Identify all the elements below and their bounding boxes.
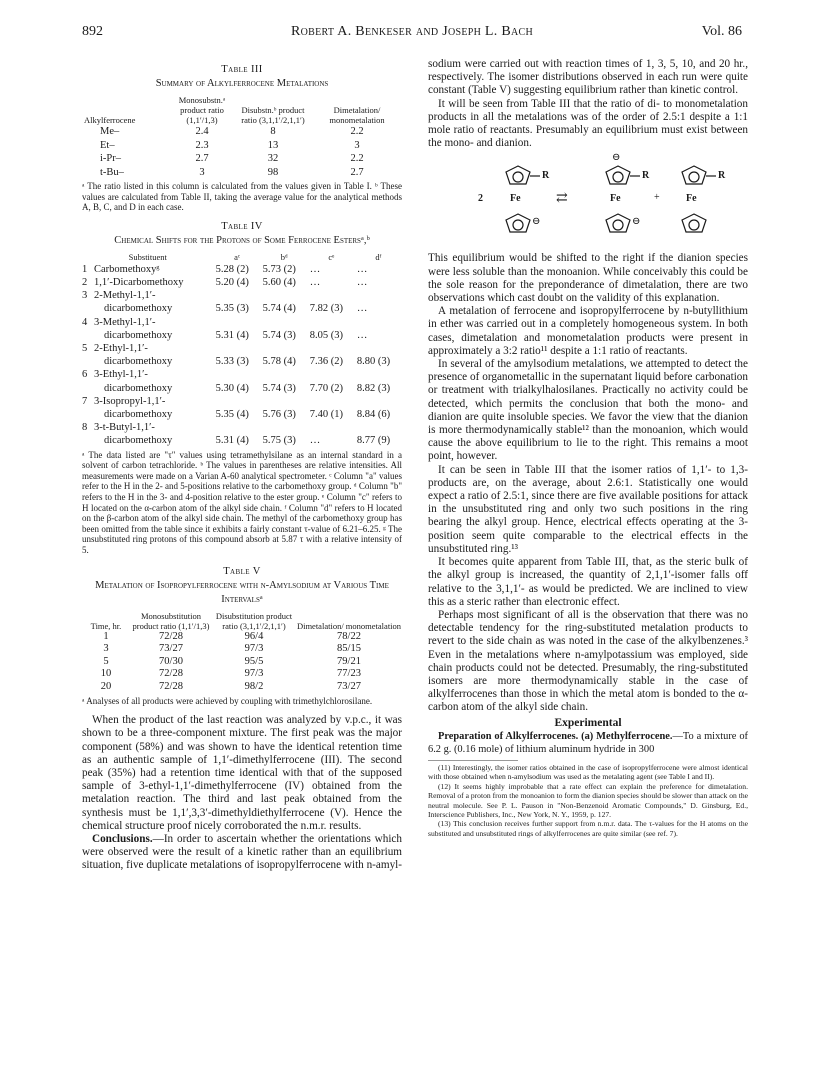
table-cell: 5.74 (3)	[262, 382, 296, 394]
table-cell: 2.4	[195, 126, 209, 137]
table4-header: cᵉ	[328, 251, 335, 262]
substituent-cell: Carbomethoxyᵍ	[94, 263, 160, 275]
table3-caption: Summary of Alkylferrocene Metalations	[155, 78, 329, 89]
table-cell: 3	[199, 166, 205, 178]
table4-header: dᶠ	[375, 251, 382, 262]
table3-footnote: ᵃ The ratio listed in this column is calculated from the values given in Table I. ᵇ These values are calculated from Table II, taking the average value for the analytical methods A, B, C, and D in each case.	[82, 181, 402, 213]
body-paragraph	[428, 730, 748, 756]
equilibrium-scheme	[428, 152, 748, 248]
table-cell: 5.31 (4)	[215, 329, 249, 341]
table-cell: 8.05 (3)	[309, 329, 344, 341]
table3-label: Table III	[221, 64, 263, 75]
table-cell: …	[356, 263, 368, 275]
table4-header: bᵈ	[280, 251, 288, 262]
table-cell: 5.31 (4)	[215, 435, 249, 447]
substituent-cell: dicarbomethoxy	[104, 356, 173, 368]
table-cell: 8	[270, 126, 276, 137]
table-cell: 8.77 (9)	[356, 435, 391, 447]
body-paragraph: In several of the amylsodium metalations, we attempted to detect the presence of organometallic in the supernatant liquid before carbonation or treatment with trialkylhalosilanes. Practically no activity could be detected, which permits the conclusion that both the mono- and dianion are quite insoluble species. We favor the view that the dianion is more thermodynamically stable¹² than the monoanion, which would cause the above equilibrium to lie to the right. This remains a moot point, however.	[428, 358, 748, 463]
row-number: 3	[82, 290, 88, 302]
row-number: 8	[82, 422, 88, 434]
body-paragraph: This equilibrium would be shifted to the right if the dianion species were less soluble than the monoanion. While conceivably this could be the sole reason for the preponderance of dimetalation, there are two observations which cast doubt on the validity of this explanation.	[428, 252, 748, 305]
table-cell: 5.35 (3)	[215, 303, 249, 315]
table-row	[82, 668, 402, 681]
table4-caption: Chemical Shifts for the Protons of Some Ferrocene Estersᵃ,ᵇ	[114, 234, 370, 246]
aromatic-circle-icon	[613, 172, 623, 182]
table-cell: 73/27	[159, 643, 183, 655]
table-cell: 7.70 (2)	[309, 382, 344, 394]
table-row	[82, 434, 402, 447]
table-cell: 78/22	[337, 630, 361, 642]
substituent-cell: dicarbomethoxy	[104, 382, 173, 394]
table3-header: Disubstn.ᵇ product ratio (3,1,1′/2,1,1′)	[241, 105, 305, 125]
coefficient: 2	[478, 193, 483, 205]
table3-header: Monosubstn.ᵃ product ratio (1,1′/1,3)	[178, 95, 226, 125]
table-cell: 5.74 (4)	[262, 303, 296, 315]
table-row	[82, 342, 402, 355]
substituent-cell: 1,1′-Dicarbomethoxy	[94, 276, 184, 288]
table3-header: Alkylferrocene	[84, 115, 136, 125]
table-cell: 97/3	[244, 668, 264, 680]
table-cell: 32	[267, 153, 279, 164]
substituent-cell: 3-Ethyl-1,1′-	[94, 369, 148, 381]
table-cell: 97/3	[244, 643, 264, 655]
experimental-heading: Experimental	[554, 716, 622, 729]
table-cell: 5.28 (2)	[215, 263, 249, 275]
table-row	[82, 289, 402, 302]
substituent-cell: dicarbomethoxy	[104, 435, 173, 447]
table-cell: 20	[100, 680, 112, 692]
table3-header: Dimetalation/ monometalation	[329, 105, 385, 125]
substituent-cell: 3-t-Butyl-1,1′-	[94, 422, 155, 434]
table-row	[82, 263, 402, 276]
table-cell: 1	[103, 630, 109, 642]
table4-footnote: ᵃ The data listed are "τ" values using tetramethylsilane as an internal standard in a solvent of carbon tetrachloride. ᵇ The values in parentheses are relative intensities. All measurements were made on a Varian A-60 analytical spectrometer. ᶜ Column "a" values refer to the H in the 2- and 5-positions relative to the carbomethoxy group. ᵈ Column "b" refers to the H in the 3- and 4-position relative to the ester group. ᵉ Column "c" refers to H located on the α-carbon atom of the alkyl side chain. ᶠ Column "d" refers to H located on the β-carbon atom of the alkyl side chain. The methyl of the carbomethoxy group has been omitted from the table since it exhibits a fairly constant τ-value of 6.21–6.25. ᵍ The unsubstituted ring protons of this compound absorb at 5.87 τ with a relative intensity of 5.	[82, 449, 402, 555]
table-cell: 5.78 (4)	[262, 356, 296, 368]
table4-label: Table IV	[221, 220, 263, 232]
table-cell: 8.84 (6)	[356, 409, 391, 421]
conclusions-heading: Conclusions.	[92, 832, 153, 845]
aromatic-circle-icon	[513, 220, 523, 230]
substituent-cell: 3-Methyl-1,1′-	[94, 316, 156, 328]
body-paragraph: It becomes quite apparent from Table III, that, as the steric bulk of the alkyl group is increased, the quantity of 2,1,1′-isomer falls off relative to the 3,1,1′- as would be predicted. We are inclined to view this as a steric rather than electronic effect.	[428, 556, 748, 608]
table-row	[82, 316, 402, 329]
procedure-heading: Preparation of Alkylferrocenes. (a) Methylferrocene.	[438, 730, 673, 742]
table-cell: 10	[100, 668, 112, 680]
row-number: 7	[82, 395, 88, 407]
row-number: 2	[82, 276, 88, 288]
body-paragraph: Perhaps most significant of all is the observation that there was no detectable tendency for the ring-substituted metalation products to revert to the side chain as was noted in the case of the alkylbenzenes.³ Even in the metalations where n-amylpotassium was employed, side chain products could not be detected. Presumably, the ring-substituted isomers are more thermodynamically stable in the case of alkylferrocenes than those in which the metal atom is bonded to the α-carbon atom of the alkyl side chain.	[428, 608, 748, 714]
substituent-cell: 3-Isopropyl-1,1′-	[94, 395, 166, 407]
table-cell: 85/15	[337, 643, 361, 655]
volume-label: Vol. 86	[701, 24, 742, 39]
table-row	[82, 421, 402, 434]
row-number: 4	[82, 316, 88, 328]
table-cell: 2.2	[350, 126, 364, 137]
equilibrium-arrow-icon: ⇄	[556, 191, 568, 207]
iron-label: Fe	[610, 193, 621, 205]
r-label: R	[718, 170, 726, 182]
aromatic-circle-icon	[689, 172, 699, 182]
body-paragraph: It can be seen in Table III that the isomer ratios of 1,1′- to 1,3-products are, on the average, about 2.6:1. Statistically one would expect a ratio of 2.5:1, since there are five available positions for attack in the unsubstituted ring and only two such positions in the ring bearing the alkyl group. Hence, electrical effects operating at the 3-position seem quite comparable to the electrical effects in the unsubstituted ring.¹³	[428, 463, 748, 555]
table-cell: 98/2	[244, 680, 264, 692]
table5-header: Dimetalation/ monometalation	[296, 620, 402, 631]
table-cell: 2.3	[195, 139, 209, 151]
table-row	[82, 276, 402, 289]
table3	[82, 95, 402, 179]
table-cell: 72/28	[159, 680, 183, 692]
substituent-cell: dicarbomethoxy	[104, 303, 173, 315]
right-column	[428, 58, 748, 838]
table-cell: 5.73 (2)	[262, 263, 296, 275]
footnote-divider	[428, 760, 518, 761]
body-paragraph: A metalation of ferrocene and isopropylferrocene by n-butyllithium in ether was carried out in a completely homogeneous system. In both cases, dimetalation and monometalation products were present in approximately a 3:2 ratio¹¹ despite a 1:1 ratio of reactants.	[428, 305, 748, 357]
table-row	[82, 166, 402, 180]
footnote-item: (12) It seems highly improbable that a rate effect can explain the preference for dimetalation. Removal of a proton from the monoanion to form the dianion species should be slower than attack on the neutral molecule. See P. L. Pauson in "Non-Benzenoid Aromatic Compounds," D. Ginsburg, Ed., Interscience Publishers, Inc., New York, N. Y., 1959, p. 127.	[428, 781, 748, 819]
conclusions-text: —In order to ascertain whether the orientations which were observed were the result of a kinetic rather than an equilibrium situation, five duplicate metalations of isopropylferrocene with n-amyl-	[82, 832, 402, 872]
cp-ring-icon	[682, 166, 706, 184]
running-head-authors: Robert A. Benkeser and Joseph L. Bach	[290, 24, 534, 39]
plus-sign: +	[654, 192, 660, 204]
table-cell: t-Bu–	[100, 166, 124, 178]
table5-header: Disubstitution product ratio (3,1,1′/2,1,1′)	[215, 610, 293, 631]
table5	[82, 611, 402, 694]
table-cell: i-Pr–	[100, 153, 121, 164]
body-paragraph: When the product of the last reaction was analyzed by v.p.c., it was shown to be a three-component mixture. The first peak was the major component (58%) and was shown to have the identical retention time as an authentic sample of 1,1′-dimethylferrocene (III). The second peak (35%) had a retention time identical with that of the supposed sample of 3-ethyl-1,1′-dimethylferrocene (IV) obtained from the metalation reaction. The third and last peak obtained from the synthesis must be 1,1′,3,3′-dimethyldiethylferrocene (V). Hence the chemical structure proof nicely corroborated the n.m.r. results.	[82, 714, 402, 832]
table-row	[82, 355, 402, 368]
table-cell: 7.36 (2)	[309, 356, 344, 368]
footnote-item: (13) This conclusion receives further support from n.m.r. data. The τ-values for the H atoms on the substituted and unsubstituted rings of alkylferrocenes are quite similar (see ref. 7).	[428, 819, 748, 838]
substituent-cell: dicarbomethoxy	[104, 409, 173, 421]
running-head	[82, 24, 742, 44]
table4-header: aᶜ	[234, 251, 241, 262]
table-cell: 79/21	[337, 655, 361, 667]
row-number: 1	[82, 263, 88, 275]
table-row	[82, 681, 402, 694]
table-cell: 5.60 (4)	[262, 276, 296, 288]
table-cell: 2.2	[350, 153, 364, 164]
table-row	[82, 125, 402, 139]
table-cell: 5.74 (3)	[262, 329, 296, 341]
table-cell: 96/4	[244, 630, 264, 642]
table-row	[82, 408, 402, 421]
table4	[82, 252, 402, 448]
substituent-cell: dicarbomethoxy	[104, 329, 173, 341]
table5-label: Table V	[223, 565, 261, 577]
left-column	[82, 58, 402, 873]
table-cell: …	[356, 329, 368, 341]
table-cell: 8.80 (3)	[356, 356, 391, 368]
substituent-cell: 2-Methyl-1,1′-	[94, 290, 156, 302]
table-cell: 70/30	[159, 655, 183, 667]
table-cell: 5.75 (3)	[262, 435, 296, 447]
table-cell: 77/23	[337, 668, 361, 680]
table-cell: …	[356, 276, 368, 288]
table-row	[82, 643, 402, 656]
table-row	[82, 631, 402, 644]
cp-ring-icon	[682, 214, 706, 232]
table-cell: 95/5	[244, 655, 264, 667]
cp-ring-icon	[506, 166, 530, 184]
body-paragraph: It will be seen from Table III that the ratio of di- to monometalation products in all the metalations was of the order of 2.5:1 despite a 1:1 mole ratio of reactants. Presumably an equilibrium must exist between the mono- and dianion.	[428, 97, 748, 150]
table-cell: 2.7	[195, 153, 209, 164]
table-cell: 2.7	[350, 166, 364, 178]
table-row	[82, 368, 402, 381]
table-cell: …	[309, 276, 321, 288]
ferrocene-structures	[428, 152, 748, 248]
cp-ring-icon	[606, 166, 630, 184]
table5-header: Time, hr.	[90, 620, 122, 631]
table-row	[82, 656, 402, 669]
table-row	[82, 139, 402, 153]
aromatic-circle-icon	[613, 220, 623, 230]
table-cell: 5.35 (4)	[215, 409, 249, 421]
table-cell: …	[309, 435, 321, 447]
table5-footnote: ᵃ Analyses of all products were achieved by coupling with trimethylchlorosilane.	[82, 695, 373, 706]
table-cell: 7.40 (1)	[309, 409, 344, 421]
table5-header: Monosubstitution product ratio (1,1′/1,3)	[132, 610, 210, 631]
table-cell: 13	[267, 139, 279, 151]
footnotes	[428, 763, 748, 838]
cp-ring-icon	[606, 214, 630, 232]
table-row	[82, 152, 402, 166]
table-cell: 98	[267, 166, 279, 178]
substituent-cell: 2-Ethyl-1,1′-	[94, 343, 148, 354]
iron-label: Fe	[686, 193, 697, 205]
aromatic-circle-icon	[513, 172, 523, 182]
body-paragraph: sodium were carried out with reaction times of 1, 3, 5, 10, and 20 hr., respectively. The isomer distributions observed in each run were quite constant (Table V) suggesting equilibrium rather than kinetic control.	[428, 58, 748, 97]
cp-ring-icon	[506, 214, 530, 232]
row-number: 5	[82, 343, 88, 354]
table-cell: 72/28	[159, 668, 183, 680]
table-cell: …	[309, 263, 321, 275]
table-row	[82, 395, 402, 408]
table-cell: 72/28	[159, 630, 183, 642]
table-row	[82, 329, 402, 342]
table-cell: 73/27	[337, 680, 361, 692]
row-number: 6	[82, 369, 88, 381]
table-cell: …	[356, 303, 368, 315]
aromatic-circle-icon	[689, 220, 699, 230]
minus-charge-icon: ⊖	[612, 152, 621, 164]
table-row	[82, 302, 402, 315]
table-cell: 3	[103, 643, 109, 655]
r-label: R	[542, 170, 550, 182]
table-cell: 8.82 (3)	[356, 382, 391, 394]
table-cell: 5.76 (3)	[262, 409, 296, 421]
table-cell: Me–	[100, 126, 120, 137]
table-cell: 5.20 (4)	[215, 276, 249, 288]
table-cell: 3	[354, 139, 360, 151]
table4-header: Substituent	[128, 251, 167, 262]
table-cell: Et–	[100, 139, 115, 151]
r-label: R	[642, 170, 650, 182]
body-paragraph	[82, 833, 402, 873]
table5-caption: Metalation of Isopropylferrocene with n-Amylsodium at Various Time Intervalsᵃ	[95, 579, 389, 605]
table-row	[82, 382, 402, 395]
iron-label: Fe	[510, 193, 521, 205]
footnote-item: (11) Interestingly, the isomer ratios obtained in the case of isopropylferrocene were almost identical with those obtained when n-amylsodium was used as the metalating agent (see Table I and II).	[428, 762, 748, 782]
table-cell: 5.30 (4)	[215, 382, 249, 394]
procedure-text: —To a mixture of 6.2 g. (0.16 mole) of lithium aluminum hydride in 300	[428, 730, 748, 755]
table-cell: 7.82 (3)	[309, 303, 344, 315]
table-cell: 5	[103, 655, 109, 667]
minus-charge-icon: ⊖	[532, 216, 541, 228]
page-number: 892	[82, 24, 103, 39]
minus-charge-icon: ⊖	[632, 216, 641, 228]
table-cell: 5.33 (3)	[215, 356, 249, 368]
